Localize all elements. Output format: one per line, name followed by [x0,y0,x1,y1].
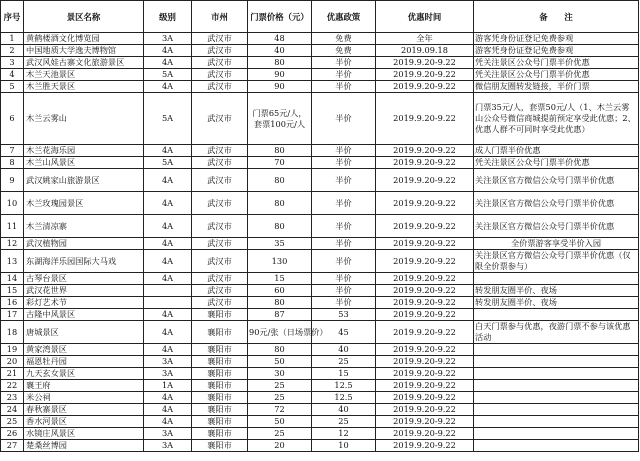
cell-price: 60 [248,285,312,297]
cell-no: 26 [1,428,24,440]
cell-time: 2019.9.20-9.22 [376,157,474,169]
cell-name: 春秋寨景区 [24,404,144,416]
cell-name: 木兰玫瑰园景区 [24,192,144,215]
cell-level: 4A [144,321,192,344]
header-no: 序号 [1,1,24,33]
header-name: 景区名称 [24,1,144,33]
cell-note: 凭关注景区公众号门票半价优惠 [474,57,639,69]
table-row [1,356,639,368]
cell-time: 2019.9.20-9.22 [376,309,474,321]
cell-no: 15 [1,285,24,297]
cell-policy: 免费 [312,45,376,57]
cell-city: 襄阳市 [192,392,248,404]
cell-note: 转发朋友圈半价、夜场 [474,285,639,297]
cell-time: 2019.9.20-9.22 [376,404,474,416]
table-row [1,416,639,428]
table-row [1,250,639,273]
cell-level: 3A [144,440,192,452]
table-row [1,145,639,157]
cell-city: 武汉市 [192,157,248,169]
cell-no: 27 [1,440,24,452]
cell-policy: 免费 [312,33,376,45]
table-row [1,157,639,169]
cell-city: 武汉市 [192,273,248,285]
cell-policy: 12 [312,428,376,440]
cell-level: 4A [144,81,192,93]
table-row [1,169,639,192]
cell-no: 19 [1,344,24,356]
cell-name: 楚桑丝博园 [24,440,144,452]
cell-city: 襄阳市 [192,428,248,440]
cell-no: 21 [1,368,24,380]
cell-city: 武汉市 [192,93,248,145]
cell-city: 襄阳市 [192,416,248,428]
cell-level: 4A [144,344,192,356]
cell-time: 2019.09.18 [376,45,474,57]
cell-level: 4A [144,416,192,428]
cell-note [474,344,639,356]
cell-city: 襄阳市 [192,309,248,321]
table-row [1,428,639,440]
cell-price: 25 [248,380,312,392]
cell-policy: 半价 [312,215,376,238]
cell-price: 25 [248,392,312,404]
cell-name: 古隆中风景区 [24,309,144,321]
cell-policy: 半价 [312,81,376,93]
cell-time: 2019.9.20-9.22 [376,440,474,452]
cell-note: 游客凭身份证登记免费参观 [474,45,639,57]
cell-price: 50 [248,416,312,428]
cell-time: 2019.9.20-9.22 [376,145,474,157]
cell-policy: 12.5 [312,392,376,404]
cell-price: 15 [248,273,312,285]
cell-city: 襄阳市 [192,356,248,368]
cell-no: 14 [1,273,24,285]
cell-note: 转发朋友圈半价、夜场 [474,297,639,309]
cell-name: 黄家湾景区 [24,344,144,356]
cell-level: 3A [144,33,192,45]
cell-policy: 半价 [312,250,376,273]
cell-city: 武汉市 [192,57,248,69]
cell-no: 24 [1,404,24,416]
cell-city: 武汉市 [192,215,248,238]
cell-no: 11 [1,215,24,238]
cell-price: 130 [248,250,312,273]
cell-level: 3A [144,368,192,380]
table-row [1,404,639,416]
cell-level: 4A [144,145,192,157]
cell-level: 4A [144,273,192,285]
table-row [1,57,639,69]
header-note: 备 注 [474,1,639,33]
table-row [1,285,639,297]
cell-time: 2019.9.20-9.22 [376,57,474,69]
cell-city: 武汉市 [192,285,248,297]
cell-no: 22 [1,380,24,392]
cell-name: 彩灯艺术节 [24,297,144,309]
cell-level: 3A [144,428,192,440]
cell-note: 白天门票参与优惠，夜游门票不参与该优惠活动 [474,321,639,344]
cell-level: 4A [144,404,192,416]
cell-city: 武汉市 [192,69,248,81]
cell-no: 7 [1,145,24,157]
cell-time: 2019.9.20-9.22 [376,285,474,297]
cell-note [474,309,639,321]
cell-note: 关注景区官方微信公众号门票半价优惠 [474,192,639,215]
cell-price: 80 [248,169,312,192]
cell-note: 凭关注景区公众号门票半价优惠 [474,69,639,81]
cell-city: 襄阳市 [192,368,248,380]
cell-price: 70 [248,157,312,169]
cell-no: 23 [1,392,24,404]
cell-name: 武汉花世界 [24,285,144,297]
cell-time: 2019.9.20-9.22 [376,344,474,356]
cell-policy: 半价 [312,169,376,192]
cell-name: 木兰清凉寨 [24,215,144,238]
cell-no: 16 [1,297,24,309]
cell-level: 5A [144,69,192,81]
cell-city: 武汉市 [192,45,248,57]
cell-price: 25 [248,428,312,440]
cell-city: 襄阳市 [192,440,248,452]
cell-note: 全价票游客享受半价入园 [474,238,639,250]
cell-name: 木兰天池景区 [24,69,144,81]
cell-note [474,416,639,428]
cell-name: 中国地质大学逸夫博物馆 [24,45,144,57]
cell-price: 90 [248,81,312,93]
cell-city: 襄阳市 [192,344,248,356]
cell-price: 80 [248,57,312,69]
cell-level: 4A [144,392,192,404]
cell-policy: 40 [312,404,376,416]
cell-time: 2019.9.20-9.22 [376,169,474,192]
cell-time: 2019.9.20-9.22 [376,321,474,344]
cell-policy: 半价 [312,297,376,309]
cell-policy: 半价 [312,238,376,250]
cell-name: 武汉植物园 [24,238,144,250]
table-row [1,321,639,344]
table-row [1,297,639,309]
cell-name: 古琴台景区 [24,273,144,285]
cell-price: 87 [248,309,312,321]
cell-time: 2019.9.20-9.22 [376,392,474,404]
table-row [1,344,639,356]
cell-policy: 45 [312,321,376,344]
cell-time: 2019.9.20-9.22 [376,356,474,368]
cell-note [474,428,639,440]
cell-name: 木兰山风景区 [24,157,144,169]
cell-time: 2019.9.20-9.22 [376,215,474,238]
cell-note: 凭关注景区公众号门票半价优惠 [474,157,639,169]
table-row [1,81,639,93]
cell-policy: 半价 [312,145,376,157]
cell-name: 木兰胜天景区 [24,81,144,93]
cell-note [474,440,639,452]
cell-city: 襄阳市 [192,321,248,344]
cell-policy: 25 [312,356,376,368]
table-row [1,273,639,285]
cell-name: 黄鹤楼酒文化博览园 [24,33,144,45]
cell-policy: 25 [312,416,376,428]
cell-policy: 半价 [312,273,376,285]
cell-time: 2019.9.20-9.22 [376,297,474,309]
cell-name: 香水河景区 [24,416,144,428]
cell-policy: 半价 [312,285,376,297]
cell-no: 18 [1,321,24,344]
cell-level [144,285,192,297]
cell-city: 武汉市 [192,192,248,215]
cell-no: 8 [1,157,24,169]
cell-note: 门票35元/人，套票50元/人（1、木兰云雾山公众号微信商城提前预定享受此优惠；2、优惠人群不可同时享受此优惠） [474,93,639,145]
cell-level: 4A [144,45,192,57]
cell-time: 2019.9.20-9.22 [376,238,474,250]
cell-note: 游客凭身份证登记免费参观 [474,33,639,45]
cell-policy: 40 [312,344,376,356]
cell-city: 武汉市 [192,250,248,273]
cell-time: 2019.9.20-9.22 [376,380,474,392]
cell-name: 九天玄女景区 [24,368,144,380]
cell-no: 12 [1,238,24,250]
table-row [1,215,639,238]
cell-city: 襄阳市 [192,380,248,392]
cell-price: 72 [248,404,312,416]
cell-time: 全年 [376,33,474,45]
header-row [1,1,639,33]
cell-time: 2019.9.20-9.22 [376,368,474,380]
cell-name: 武汉风娃古寨文化旅游景区 [24,57,144,69]
table-row [1,93,639,145]
cell-no: 17 [1,309,24,321]
header-price: 门票价格（元） [248,1,312,33]
cell-city: 武汉市 [192,33,248,45]
cell-price: 48 [248,33,312,45]
cell-name: 米公祠 [24,392,144,404]
cell-name: 唐城景区 [24,321,144,344]
cell-policy: 半价 [312,57,376,69]
cell-level: 3A [144,356,192,368]
cell-city: 武汉市 [192,169,248,192]
cell-no: 1 [1,33,24,45]
table-row [1,309,639,321]
cell-price: 35 [248,238,312,250]
cell-time: 2019.9.20-9.22 [376,81,474,93]
cell-level: 4A [144,57,192,69]
header-policy: 优惠政策 [312,1,376,33]
cell-note: 关注景区官方微信公众号门票半价优惠 [474,215,639,238]
cell-city: 武汉市 [192,238,248,250]
cell-policy: 半价 [312,157,376,169]
table-row [1,192,639,215]
cell-price: 90 [248,69,312,81]
cell-price: 50 [248,356,312,368]
cell-level: 4A [144,169,192,192]
cell-price: 80 [248,145,312,157]
cell-level: 1A [144,380,192,392]
cell-name: 木兰云雾山 [24,93,144,145]
cell-note: 成人门票半价优惠 [474,145,639,157]
cell-time: 2019.9.20-9.22 [376,250,474,273]
cell-policy: 半价 [312,192,376,215]
cell-name: 木兰花海乐园 [24,145,144,157]
cell-no: 6 [1,93,24,145]
header-level: 级别 [144,1,192,33]
table-row [1,45,639,57]
table-row [1,368,639,380]
cell-policy: 半价 [312,93,376,145]
cell-city: 襄阳市 [192,404,248,416]
cell-level: 4A [144,238,192,250]
cell-policy: 12.5 [312,380,376,392]
cell-city: 武汉市 [192,145,248,157]
cell-note: 关注景区官方微信公众号门票半价优惠（仅限全价票参与） [474,250,639,273]
cell-name: 福恩牡丹园 [24,356,144,368]
cell-city: 武汉市 [192,81,248,93]
cell-time: 2019.9.20-9.22 [376,416,474,428]
cell-name: 武汉姚家山旅游景区 [24,169,144,192]
cell-note [474,356,639,368]
cell-level: 5A [144,93,192,145]
cell-note [474,273,639,285]
cell-price: 80 [248,297,312,309]
cell-policy: 15 [312,368,376,380]
cell-price: 80 [248,192,312,215]
cell-level [144,297,192,309]
header-city: 市州 [192,1,248,33]
cell-policy: 半价 [312,69,376,81]
cell-price: 门票65元/人，套票100元/人 [248,93,312,145]
cell-no: 3 [1,57,24,69]
cell-no: 4 [1,69,24,81]
table-row [1,380,639,392]
cell-name: 襄王府 [24,380,144,392]
table-row [1,440,639,452]
cell-no: 2 [1,45,24,57]
cell-note [474,368,639,380]
cell-price: 80 [248,344,312,356]
cell-name: 水镜庄风景区 [24,428,144,440]
cell-level: 4A [144,250,192,273]
cell-time: 2019.9.20-9.22 [376,69,474,81]
cell-no: 5 [1,81,24,93]
cell-city: 武汉市 [192,297,248,309]
cell-name: 东湖海洋乐园国际大马戏 [24,250,144,273]
cell-note [474,392,639,404]
table-body [1,33,639,452]
cell-note: 关注景区官方微信公众号门票半价优惠 [474,169,639,192]
cell-time: 2019.9.20-9.22 [376,428,474,440]
cell-level: 4A [144,192,192,215]
cell-price: 90元/张（日场票价） [248,321,312,344]
cell-no: 20 [1,356,24,368]
cell-level: 4A [144,215,192,238]
cell-policy: 10 [312,440,376,452]
cell-level: 5A [144,157,192,169]
cell-time: 2019.9.20-9.22 [376,192,474,215]
cell-price: 20 [248,440,312,452]
cell-no: 13 [1,250,24,273]
cell-note: 微信朋友圈转发链接，半价门票 [474,81,639,93]
cell-price: 30 [248,368,312,380]
cell-policy: 53 [312,309,376,321]
table-row [1,392,639,404]
table-row [1,69,639,81]
cell-time: 2019.9.20-9.22 [376,93,474,145]
cell-note [474,380,639,392]
header-time: 优惠时间 [376,1,474,33]
cell-time: 2019.9.20-9.22 [376,273,474,285]
cell-price: 80 [248,215,312,238]
cell-price: 40 [248,45,312,57]
cell-level: 4A [144,309,192,321]
cell-no: 9 [1,169,24,192]
table-row [1,238,639,250]
cell-no: 10 [1,192,24,215]
table-row [1,33,639,45]
cell-no: 25 [1,416,24,428]
cell-note [474,404,639,416]
